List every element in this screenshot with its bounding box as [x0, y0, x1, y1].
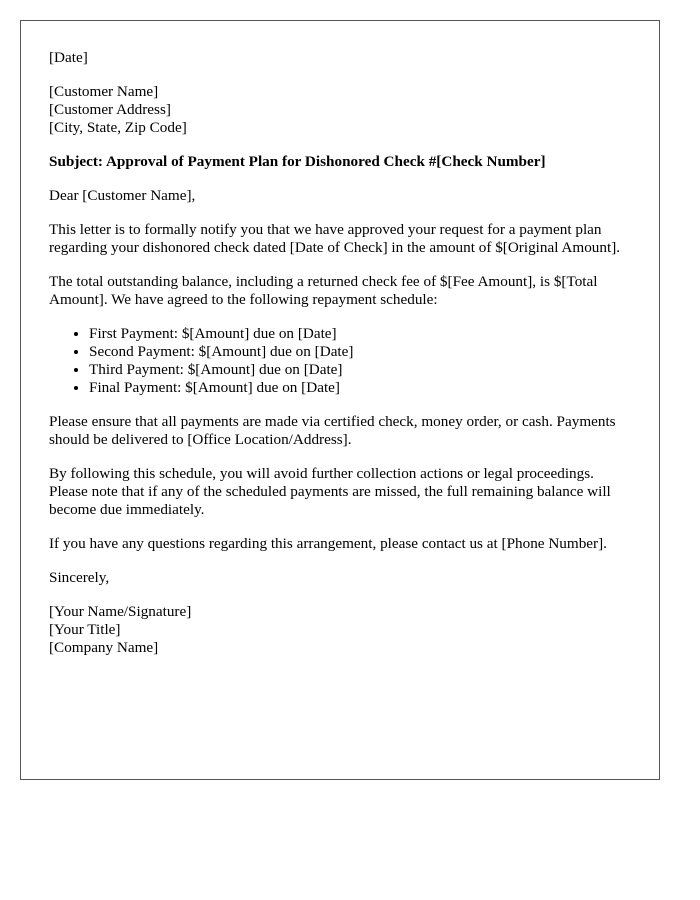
recipient-address-block: [49, 83, 631, 137]
list-item: • First Payment: $[Amount] due on [Date]: [89, 325, 631, 343]
list-item: • Final Payment: $[Amount] due on [Date]: [89, 379, 631, 397]
signature-company: [Company Name]: [49, 639, 159, 656]
consequences-paragraph: By following this schedule, you will avoid further collection actions or legal proceedings. Please note that if any of the scheduled payments are missed, the full remaining balance will become due immediately.: [49, 465, 611, 518]
signature-block: [49, 603, 631, 657]
recipient-city-state-zip: [City, State, Zip Code]: [49, 119, 187, 136]
balance-paragraph: The total outstanding balance, including a returned check fee of $[Fee Amount], is $[Total Amount]. We have agreed to the following repayment schedule:: [49, 273, 598, 308]
letter-salutation: Dear [Customer Name],: [49, 187, 196, 204]
list-item: • Second Payment: $[Amount] due on [Date]: [89, 343, 631, 361]
payment-method-paragraph: Please ensure that all payments are made via certified check, money order, or cash. Payments should be delivered to [Office Location/Address].: [49, 413, 616, 448]
signature-title: [Your Title]: [49, 621, 121, 638]
contact-paragraph: If you have any questions regarding this arrangement, please contact us at [Phone Number].: [49, 535, 607, 552]
signature-name: [Your Name/Signature]: [49, 603, 192, 620]
letter-subject: Subject: Approval of Payment Plan for Dishonored Check #[Check Number]: [49, 153, 546, 170]
letter-closing: Sincerely,: [49, 569, 110, 586]
recipient-name: [Customer Name]: [49, 83, 159, 100]
repayment-schedule-list: [49, 325, 631, 397]
letter-date: [Date]: [49, 49, 88, 66]
recipient-address: [Customer Address]: [49, 101, 171, 118]
list-item: • Third Payment: $[Amount] due on [Date]: [89, 361, 631, 379]
approval-paragraph: This letter is to formally notify you that we have approved your request for a payment plan regarding your dishonored check dated [Date of Check] in the amount of $[Original Amount].: [49, 221, 621, 256]
letter-page: [20, 20, 660, 780]
